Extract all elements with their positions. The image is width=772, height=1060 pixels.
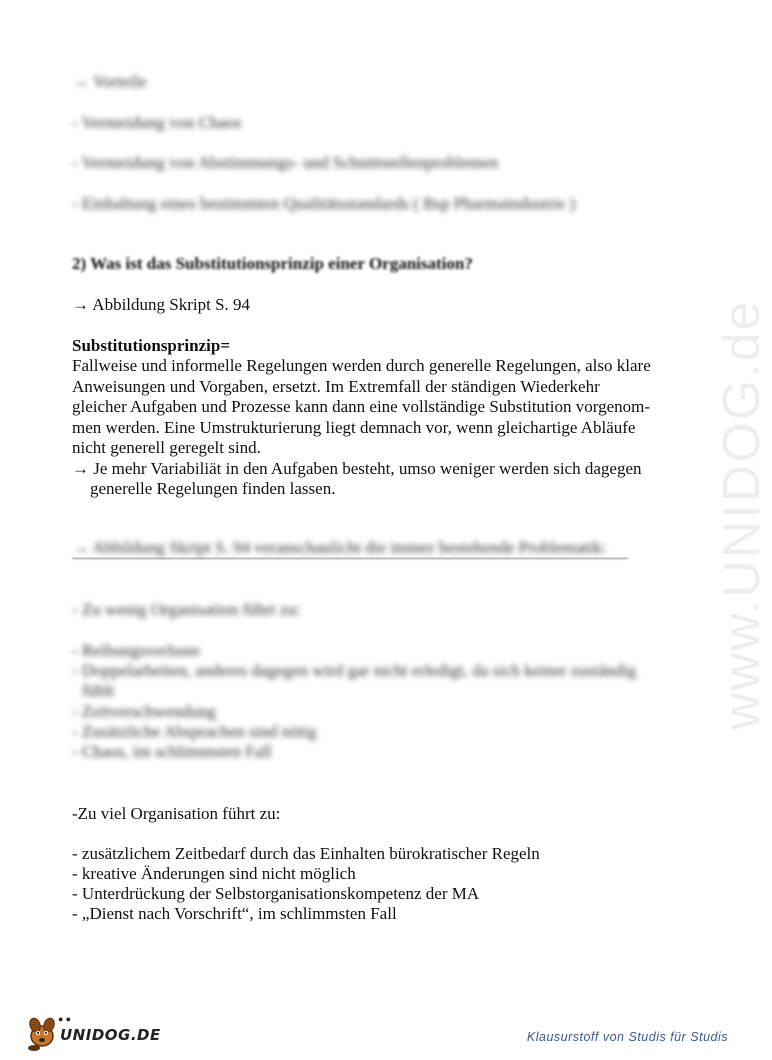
- list-item: - „Dienst nach Vorschrift“, im schlimmsten Fall: [72, 904, 397, 923]
- blurred-line: - Zu wenig Organisation führt zu:: [72, 600, 301, 619]
- logo-text: UNIDOG.DE: [60, 1026, 161, 1044]
- blurred-heading: → Abbildung Skript S. 94 veranschaulicht die immer bestehende Problematik:: [72, 538, 607, 557]
- blurred-line: - Vermeidung von Chaos: [72, 113, 242, 132]
- blurred-line: - Vermeidung von Abstimmungs- und Schnittstellenproblemen: [72, 153, 499, 172]
- blurred-line: → Vorteile: [72, 72, 147, 91]
- watermark: www.UNIDOG.de: [713, 299, 771, 730]
- figure-reference: → Abbildung Skript S. 94: [72, 295, 251, 314]
- paw-icon: ● ●: [58, 1014, 72, 1024]
- definition-paragraph: [72, 356, 672, 500]
- definition-line: gleicher Aufgaben und Prozesse kann dann eine vollständige Substitution vorgenom-: [72, 397, 651, 416]
- list-item: - kreative Änderungen sind nicht möglich: [72, 864, 356, 883]
- definition-line: → Je mehr Variabiliät in den Aufgaben besteht, umso weniger werden sich dagegen: [72, 458, 642, 478]
- footer-tagline: Klausurstoff von Studis für Studis: [526, 1030, 728, 1044]
- definition-line: nicht generell geregelt sind.: [72, 438, 261, 457]
- blurred-line: - Zeitverschwendung: [72, 702, 216, 721]
- definition-line: men werden. Eine Umstrukturierung liegt demnach vor, wenn gleichartige Abläufe: [72, 417, 636, 437]
- blurred-line: - Reibungsverluste: [72, 641, 200, 660]
- blurred-line: - Chaos, im schlimmsten Fall: [72, 742, 272, 761]
- definition-line: Anweisungen und Vorgaben, ersetzt. Im Extremfall der ständigen Wiederkehr: [72, 376, 600, 396]
- blurred-line: - Einhaltung eines bestimmten Qualitätsstandards ( Bsp Pharmaindustrie ): [72, 194, 576, 213]
- unidog-logo[interactable]: [22, 1012, 162, 1052]
- question-heading: 2) Was ist das Substitutionsprinzip einer Organisation?: [72, 254, 473, 273]
- blurred-underline: [72, 558, 628, 559]
- term-heading: Substitutionsprinzip=: [72, 336, 231, 355]
- list-item: - zusätzlichem Zeitbedarf durch das Einhalten bürokratischer Regeln: [72, 844, 540, 863]
- definition-line: generelle Regelungen finden lassen.: [90, 479, 336, 498]
- blurred-line: fühlt: [82, 681, 115, 700]
- definition-line: Fallweise und informelle Regelungen werden durch generelle Regelungen, also klare: [72, 356, 651, 375]
- dog-icon: [22, 1012, 62, 1052]
- too-much-intro: -Zu viel Organisation führt zu:: [72, 804, 281, 823]
- blurred-line: - Zusätzliche Absprachen sind nötig: [72, 722, 317, 741]
- list-item: - Unterdrückung der Selbstorganisationskompetenz der MA: [72, 884, 480, 903]
- blurred-line: - Doppelarbeiten, anderes dagegen wird gar nicht erledigt, da sich keiner zuständig: [72, 661, 637, 680]
